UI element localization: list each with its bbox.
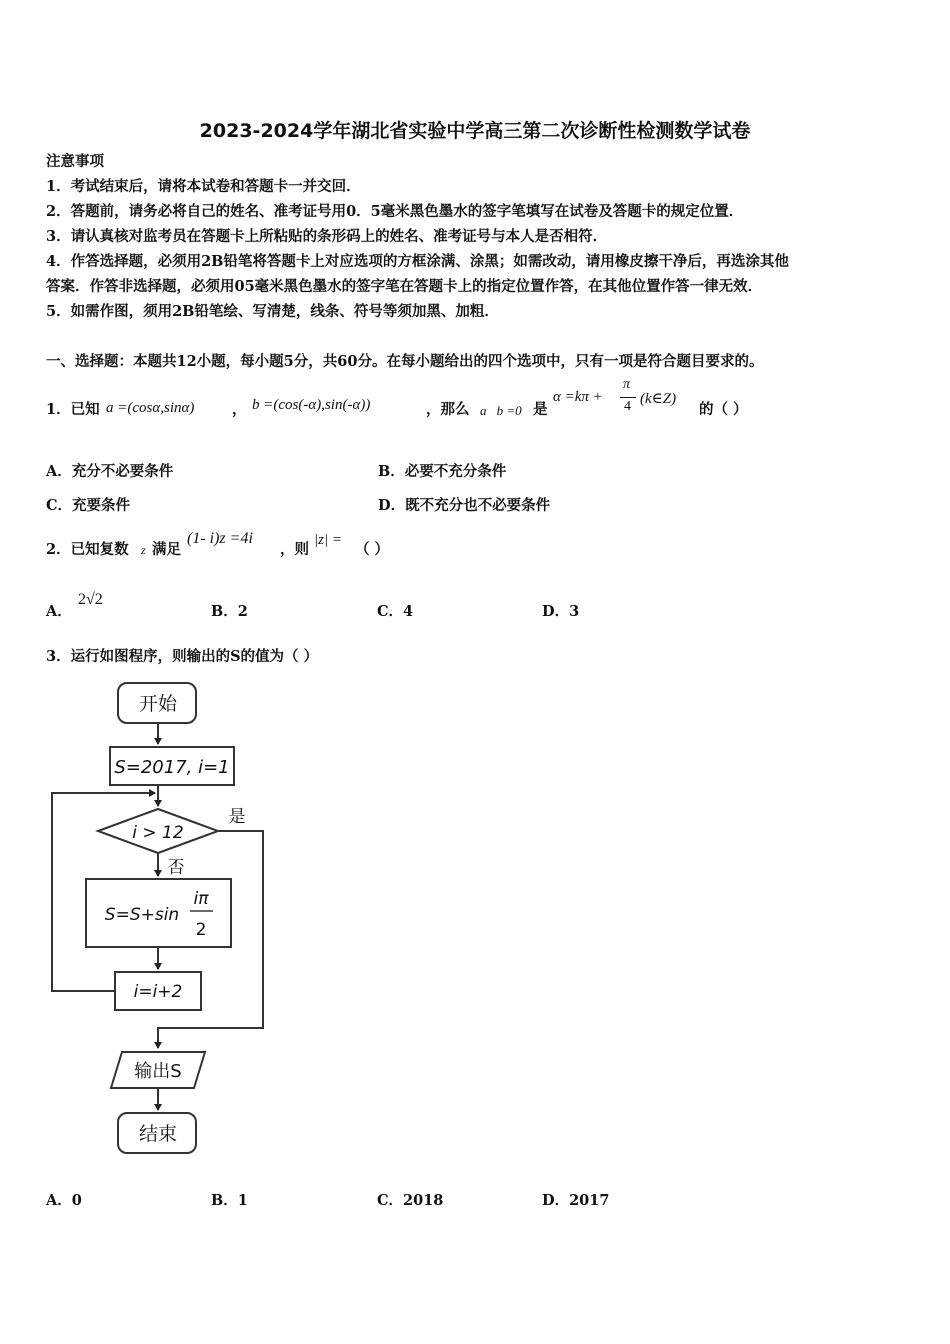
flow-end-label: 结束	[138, 1123, 178, 1145]
q2-option-a-value[interactable]: 2√2	[78, 591, 103, 608]
flow-init-label: S=2017, i=1	[114, 757, 230, 778]
notice-item: 3．请认真核对监考员在答题卡上所粘贴的条形码上的姓名、准考证号与本人是否相符．	[46, 228, 608, 245]
flow-output-label: 输出S	[134, 1061, 182, 1082]
q2-text: ，则	[280, 541, 309, 558]
q1-suffix: 的（ ）	[699, 401, 748, 418]
notice-item: 5．如需作图，须用2B铅笔绘、写清楚，线条、符号等须加黑、加粗．	[46, 303, 499, 320]
q3-text: 3．运行如图程序，则输出的S的值为（ ）	[46, 648, 319, 665]
notice-item: 2．答题前，请务必将自己的姓名、准考证号用0．5毫米黑色墨水的签字笔填写在试卷及答题卡的规定位置．	[46, 203, 744, 220]
q1-option-b[interactable]: B．必要不充分条件	[378, 463, 507, 480]
q2-option-d[interactable]: D．3	[542, 603, 580, 620]
q2-variable-z: z	[141, 543, 146, 557]
q1-dot-product: a⃗b =0	[480, 403, 522, 418]
q1-vector-a: a =(cosα,sinα)	[106, 400, 195, 416]
q2-option-a-label[interactable]: A．	[46, 603, 72, 620]
flow-body-label: S=S+sin	[104, 905, 180, 925]
q1-option-c[interactable]: C．充要条件	[46, 497, 131, 514]
q2-suffix: （ ）	[355, 541, 390, 558]
q1-condition-right: (k∈Z)	[640, 391, 677, 407]
q1-condition-left: α =kπ +	[553, 389, 603, 405]
q3-option-b[interactable]: B．1	[211, 1192, 248, 1209]
notice-item: 1．考试结束后，请将本试卷和答题卡一并交回．	[46, 178, 361, 195]
notice-item: 答案．作答非选择题，必须用05毫米黑色墨水的签字笔在答题卡上的指定位置作答，在其他位置作答一律无效．	[46, 278, 763, 295]
q2-prefix: 2．已知复数	[46, 541, 129, 558]
flow-body-denominator: 2	[195, 920, 207, 940]
page-title: 2023-2024学年湖北省实验中学高三第二次诊断性检测数学试卷	[199, 120, 751, 142]
q3-option-c[interactable]: C．2018	[377, 1192, 444, 1209]
q1-text: ，那么	[426, 401, 470, 418]
q1-fraction-denominator: 4	[624, 399, 631, 414]
q3-option-d[interactable]: D．2017	[542, 1192, 610, 1209]
q1-text: 是	[533, 401, 548, 418]
notice-heading: 注意事项	[46, 153, 104, 170]
flow-body-numerator: iπ	[193, 889, 209, 909]
q3-option-a[interactable]: A．0	[46, 1192, 82, 1209]
q1-option-d[interactable]: D．既不充分也不必要条件	[378, 497, 551, 514]
q1-option-a[interactable]: A．充分不必要条件	[46, 463, 174, 480]
q2-option-c[interactable]: C．4	[377, 603, 414, 620]
flow-start-label: 开始	[138, 693, 178, 715]
q2-equation: (1- i)z =4i	[187, 530, 253, 547]
q2-option-b[interactable]: B．2	[211, 603, 248, 620]
q2-abs-z: |z| =	[314, 532, 342, 548]
section-heading: 一、选择题：本题共12小题，每小题5分，共60分。在每小题给出的四个选项中，只有一项是符合题目要求的。	[46, 353, 764, 370]
flow-condition-label: i > 12	[132, 823, 184, 843]
flow-no-label: 否	[167, 858, 185, 878]
notice-item: 4．作答选择题，必须用2B铅笔将答题卡上对应选项的方框涂满、涂黑；如需改动，请用橡皮擦干净后，再选涂其他	[46, 253, 789, 270]
q1-vector-b: b =(cos(-α),sin(-α))	[252, 397, 371, 413]
q1-prefix: 1．已知	[46, 401, 100, 418]
q2-text: 满足	[152, 541, 181, 558]
q1-separator: ，	[232, 401, 247, 418]
flow-yes-label: 是	[228, 807, 246, 827]
flow-increment-label: i=i+2	[133, 982, 183, 1002]
q1-fraction-numerator: π	[623, 377, 631, 392]
